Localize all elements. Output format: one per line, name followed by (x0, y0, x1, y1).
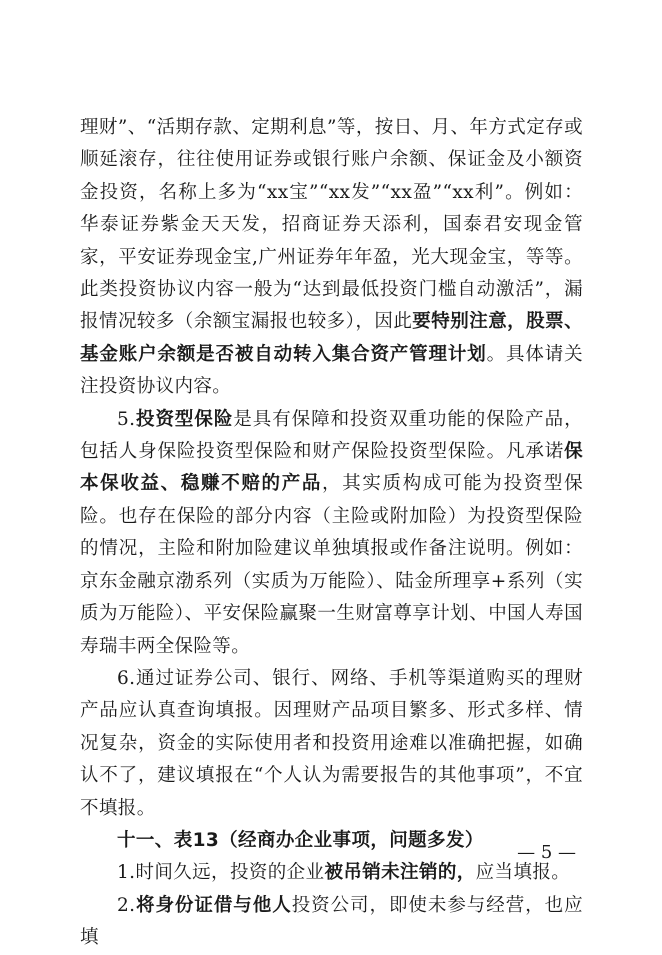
text-segment: 是具有保障和投资双重功能的保险产品，包括人身保险投资型保险和财产保险投资型保险。凡承诺 (80, 408, 583, 463)
item-number: 5. (117, 408, 136, 430)
emphasis-text: 保本保收益、稳赚不赔的产品 (80, 441, 583, 495)
text-segment: 应当填报。 (475, 862, 571, 884)
text-segment: 1.时间久远，投资的企业 (117, 862, 325, 884)
item-number: 2. (117, 894, 136, 916)
paragraph-financial-products (80, 663, 583, 825)
body-text (80, 112, 583, 955)
emphasis-text: 投资型保险 (135, 408, 234, 430)
text-segment: 投资公司，即使未参与经营，也应填 (80, 894, 583, 949)
text-segment: 6.通过证券公司、银行、网络、手机等渠道购买的理财产品应认真查询填报。因理财产品项目繁多、形式多样、情况复杂，资金的实际使用者和投资用途难以准确把握，如确认不了，建议填报在“个人认为需要报告的其他事项”，不宜不填报。 (80, 667, 583, 819)
page-number: — 5 — (517, 842, 576, 863)
emphasis-text: 要特别注意，股票、基金账户余额是否被自动转入集合资产管理计划 (80, 311, 583, 365)
list-item-1 (80, 857, 583, 889)
paragraph-continued (80, 112, 583, 404)
section-heading: 十一、表13（经商办企业事项，问题多发） (117, 829, 484, 851)
emphasis-text: 将身份证借与他人 (135, 894, 292, 916)
text-segment: 。具体请关注投资协议内容。 (80, 343, 583, 398)
text-segment: ，其实质构成可能为投资型保险。也存在保险的部分内容（主险或附加险）为投资型保险的情况，主险和附加险建议单独填报或作备注说明。例如：京东金融京渤系列（实质为万能险）、陆金所理享+系列（实质为万能险）、平安保险赢聚一生财富尊享计划、中国人寿国寿瑞丰两全保险等。 (80, 473, 583, 657)
text-segment: 理财”、“活期存款、定期利息”等，按日、月、年方式定存或顺延滚存，往往使用证券或银行账户余额、保证金及小额资金投资，名称上多为“xx宝”“xx发”“xx盈”“xx利”。例如：华泰证券紫金天天发，招商证券天添利，国泰君安现金管家，平安证券现金宝,广州证券年年盈，光大现金宝，等等。此类投资协议内容一般为“达到最低投资门槛自动激活”，漏报情况较多（余额宝漏报也较多），因此 (80, 117, 583, 333)
paragraph-investment-insurance (80, 404, 583, 663)
emphasis-text: 被吊销未注销的， (324, 862, 476, 884)
list-item-2 (80, 890, 583, 955)
